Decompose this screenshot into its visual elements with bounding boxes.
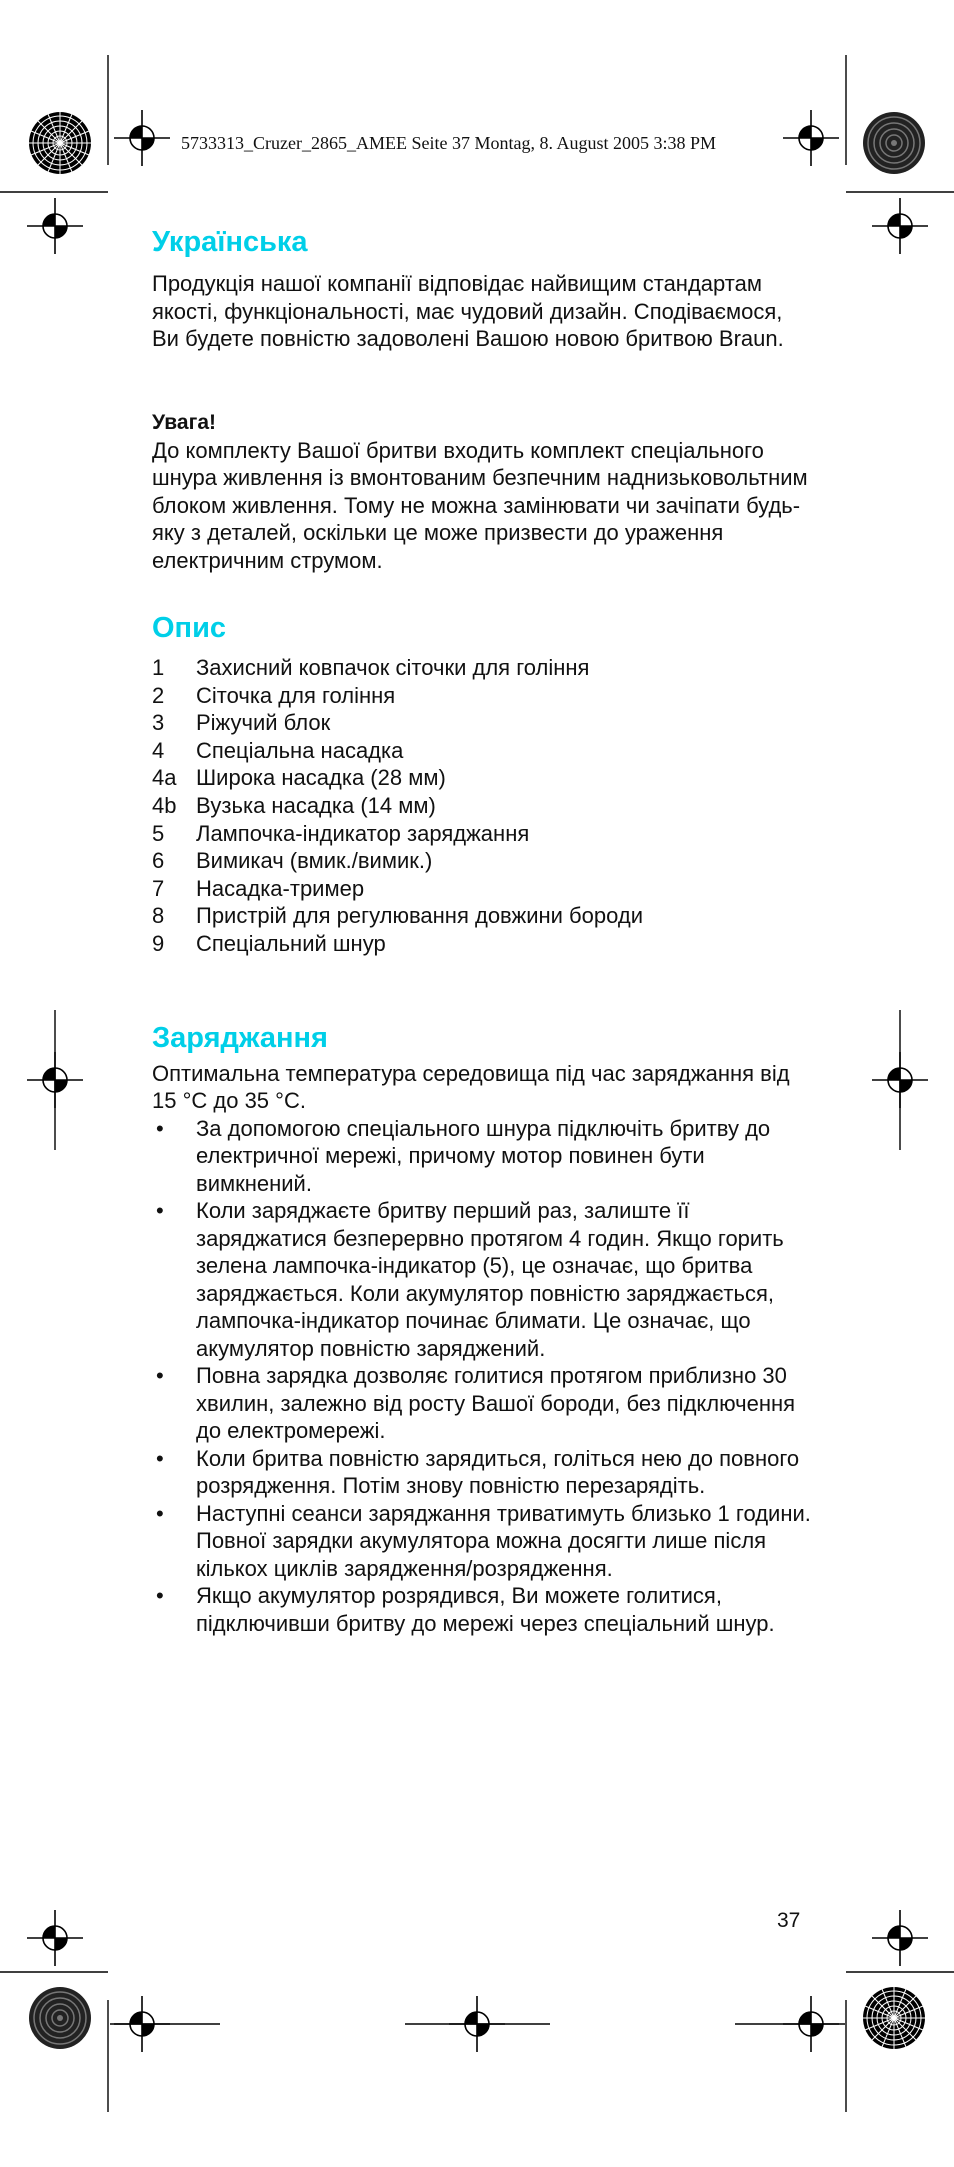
list-item — [152, 682, 812, 710]
list-item — [152, 1197, 812, 1362]
bullet-text: Якщо акумулятор розрядився, Ви можете голитися, підключивши бритву до мережі через спеціальний шнур. — [196, 1583, 775, 1636]
list-item — [152, 902, 812, 930]
parts-list — [152, 654, 812, 958]
item-number: 4b — [152, 792, 177, 818]
bullet-text: Коли бритва повністю зарядиться, голіться нею до повного розрядження. Потім знову повністю перезарядіть. — [196, 1445, 800, 1499]
item-text: Лампочка-індикатор заряджання — [196, 820, 530, 846]
list-item — [152, 1115, 812, 1198]
item-text: Сіточка для гоління — [196, 682, 396, 708]
item-text: Широка насадка (28 мм) — [196, 765, 446, 791]
charging-intro: Оптимальна температура середовища під час заряджання від 15 °С до 35 °С. — [152, 1060, 790, 1114]
bullet-icon: • — [156, 1445, 164, 1471]
list-item — [152, 654, 812, 682]
print-slug-line: 5733313_Cruzer_2865_AMEE Seite 37 Montag, 8. August 2005 3:38 PM — [181, 133, 716, 153]
item-text: Спеціальний шнур — [196, 930, 386, 956]
item-text: Ріжучий блок — [196, 710, 331, 736]
bullet-icon: • — [156, 1198, 164, 1224]
item-number: 7 — [152, 875, 165, 901]
bullet-icon: • — [156, 1115, 164, 1141]
warning-title: Увага! — [152, 410, 216, 434]
item-number: 8 — [152, 903, 165, 929]
item-number: 1 — [152, 655, 165, 680]
item-number: 9 — [152, 930, 165, 956]
item-text: Захисний ковпачок сіточки для гоління — [196, 655, 590, 680]
list-item — [152, 792, 812, 820]
bullet-text: За допомогою спеціального шнура підключіть бритву до електричної мережі, причому мотор повинен бути вимкнений. — [196, 1115, 771, 1196]
item-number: 4 — [152, 737, 165, 763]
intro-paragraph: Продукція нашої компанії відповідає найвищим стандартам якості, функціональності, має чудовий дизайн. Сподіваємося, Ви будете повністю задоволені Вашою новою бритвою Braun. — [152, 271, 784, 351]
bullet-text: Повна зарядка дозволяє голитися протягом приблизно 30 хвилин, залежно від росту Вашої бороди, без підключення до електромережі. — [196, 1363, 796, 1444]
bullet-icon: • — [156, 1363, 164, 1389]
list-item — [152, 930, 812, 958]
bullet-icon: • — [156, 1583, 164, 1609]
page-content — [152, 222, 812, 1637]
bullet-text: Наступні сеанси заряджання триватимуть близько 1 години. Повної зарядки акумулятора можна досягти лише після кількох циклів зарядження/розрядження. — [196, 1500, 811, 1581]
item-text: Пристрій для регулювання довжини бороди — [196, 903, 644, 929]
list-item — [152, 764, 812, 792]
list-item — [152, 1362, 812, 1445]
item-number: 3 — [152, 710, 165, 736]
bullet-text: Коли заряджаєте бритву перший раз, залиште її заряджатися безперервно протягом 4 годин. Якщо горить зелена лампочка-індикатор (5), це означає, що бритва заряджається. Коли акумулятор повністю заряджається, лампочка-індикатор починає блимати. Це означає, що акумулятор повністю заряджений. — [196, 1198, 784, 1361]
list-item — [152, 847, 812, 875]
bullet-icon: • — [156, 1500, 164, 1526]
list-item — [152, 1582, 812, 1637]
warning-section — [152, 409, 812, 575]
list-item — [152, 1500, 812, 1583]
warning-paragraph: До комплекту Вашої бритви входить комплект спеціального шнура живлення із вмонтованим безпечним наднизьковольтним блоком живлення. Тому не можна замінювати чи зачіпати будь-яку з деталей, оскільки це може призвести до ураження електричним струмом. — [152, 437, 808, 573]
item-number: 6 — [152, 848, 165, 874]
list-item — [152, 737, 812, 765]
item-text: Насадка-тример — [196, 875, 365, 901]
list-item — [152, 709, 812, 737]
item-number: 2 — [152, 682, 165, 708]
page-number: 37 — [777, 1909, 801, 1932]
charging-section — [152, 1018, 812, 1638]
section-title-charging: Заряджання — [152, 1021, 328, 1054]
item-text: Вузька насадка (14 мм) — [196, 792, 436, 818]
item-text: Спеціальна насадка — [196, 737, 404, 763]
item-number: 4a — [152, 765, 177, 791]
list-item — [152, 1445, 812, 1500]
section-title-ukrainian: Українська — [152, 226, 308, 258]
item-text: Вимикач (вмик./вимик.) — [196, 848, 433, 874]
list-item — [152, 820, 812, 848]
charging-bullets — [152, 1115, 812, 1638]
section-title-description: Опис — [152, 612, 227, 644]
description-section — [152, 608, 812, 958]
list-item — [152, 875, 812, 903]
item-number: 5 — [152, 820, 165, 846]
intro-section — [152, 222, 812, 353]
